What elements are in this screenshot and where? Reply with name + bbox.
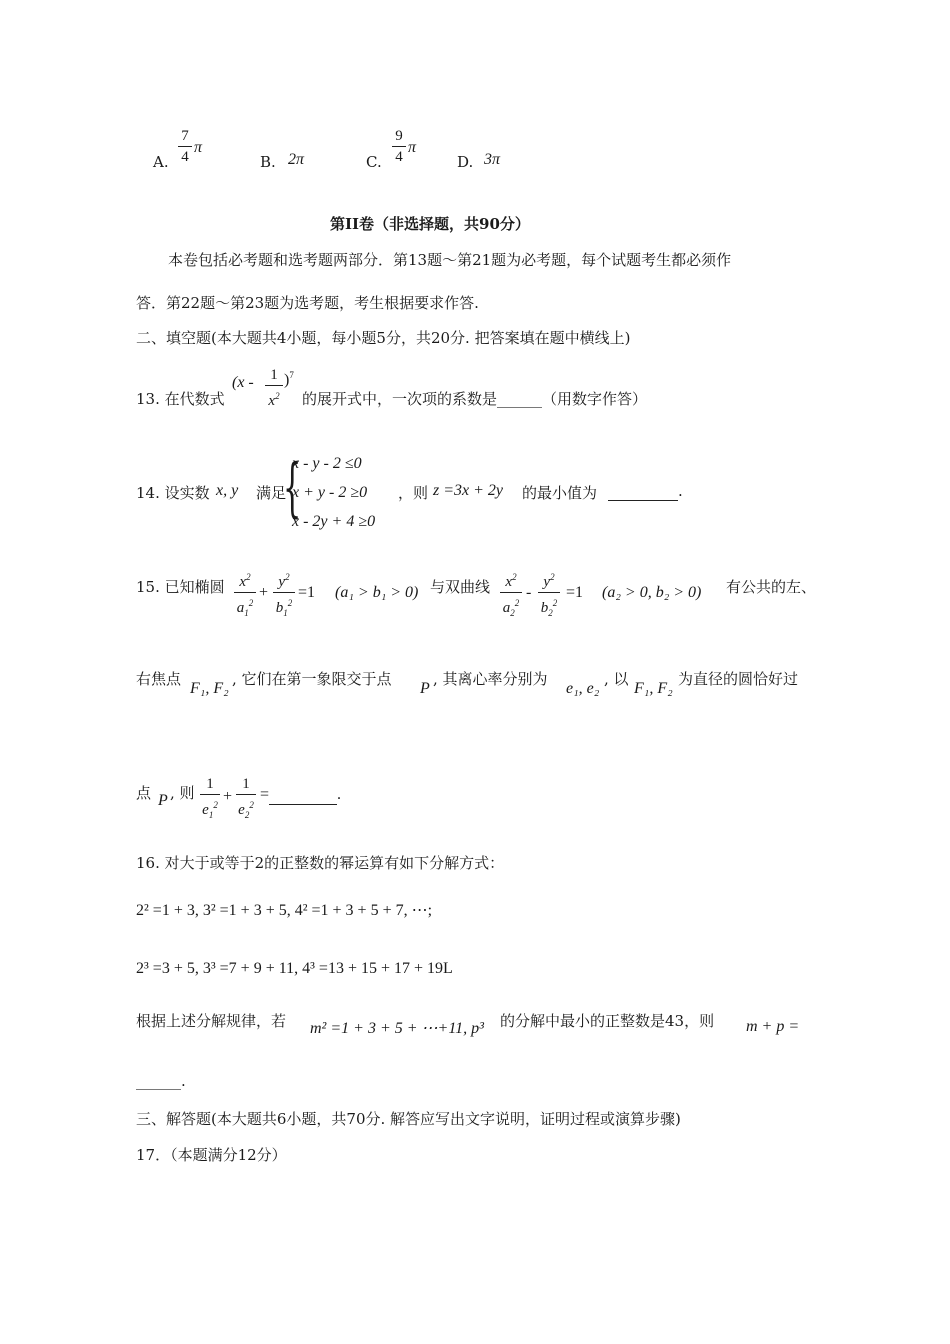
q15-hyperbola-x: $x^2$ $a_2^2$ (500, 568, 522, 622)
q15-hyperbola-y: $y^2$ $b_2^2$ (538, 568, 560, 622)
q16-example-cubes: 2³ =3 + 5, 3³ =7 + 9 + 11, 4³ =13 + 15 + 17 + 19L (136, 960, 453, 977)
q15-fraction-e2: 1 $e_2^2$ (236, 775, 256, 824)
q13-open-paren: (x - (232, 374, 254, 391)
option-a-label: A. (153, 153, 169, 171)
solution-heading: 三、解答题(本大题共6小题，共70分. 解答应写出文字说明，证明过程或演算步骤) (136, 1110, 681, 1128)
q14-brace: { (283, 451, 302, 525)
q15-ellipse-y: $y^2$ $b_1^2$ (273, 568, 295, 622)
q15-fraction-e1: 1 $e_1^2$ (200, 775, 220, 824)
q15-answer-blank: = . (260, 786, 342, 803)
q13-fraction: 1 $x^2$ (265, 366, 283, 410)
section-intro-line2: 答．第22题～第23题为选考题，考生根据要求作答. (136, 294, 479, 312)
q13-close-paren: )$^7$ (284, 370, 294, 389)
question-17-title: 17．（本题满分12分） (136, 1146, 287, 1164)
q16-answer-blank: ______. (136, 1072, 186, 1090)
section-title: 第II卷（非选择题，共90分） (330, 215, 530, 233)
option-a-fraction: 7 4 (178, 127, 192, 166)
q14-answer-blank: . (608, 482, 683, 501)
option-c-fraction: 9 4 (392, 127, 406, 166)
fill-in-heading: 二、填空题(本大题共4小题，每小题5分，共20分. 把答案填在题中横线上) (136, 329, 631, 347)
q16-example-squares: 2² =1 + 3, 3² =1 + 3 + 5, 4² =1 + 3 + 5 + 7, ⋯; (136, 902, 433, 919)
section-intro-line1: 本卷包括必考题和选考题两部分．第13题～第21题为必考题，每个试题考生都必须作 (168, 251, 732, 269)
q15-ellipse-x: $x^2$ $a_1^2$ (234, 568, 256, 622)
